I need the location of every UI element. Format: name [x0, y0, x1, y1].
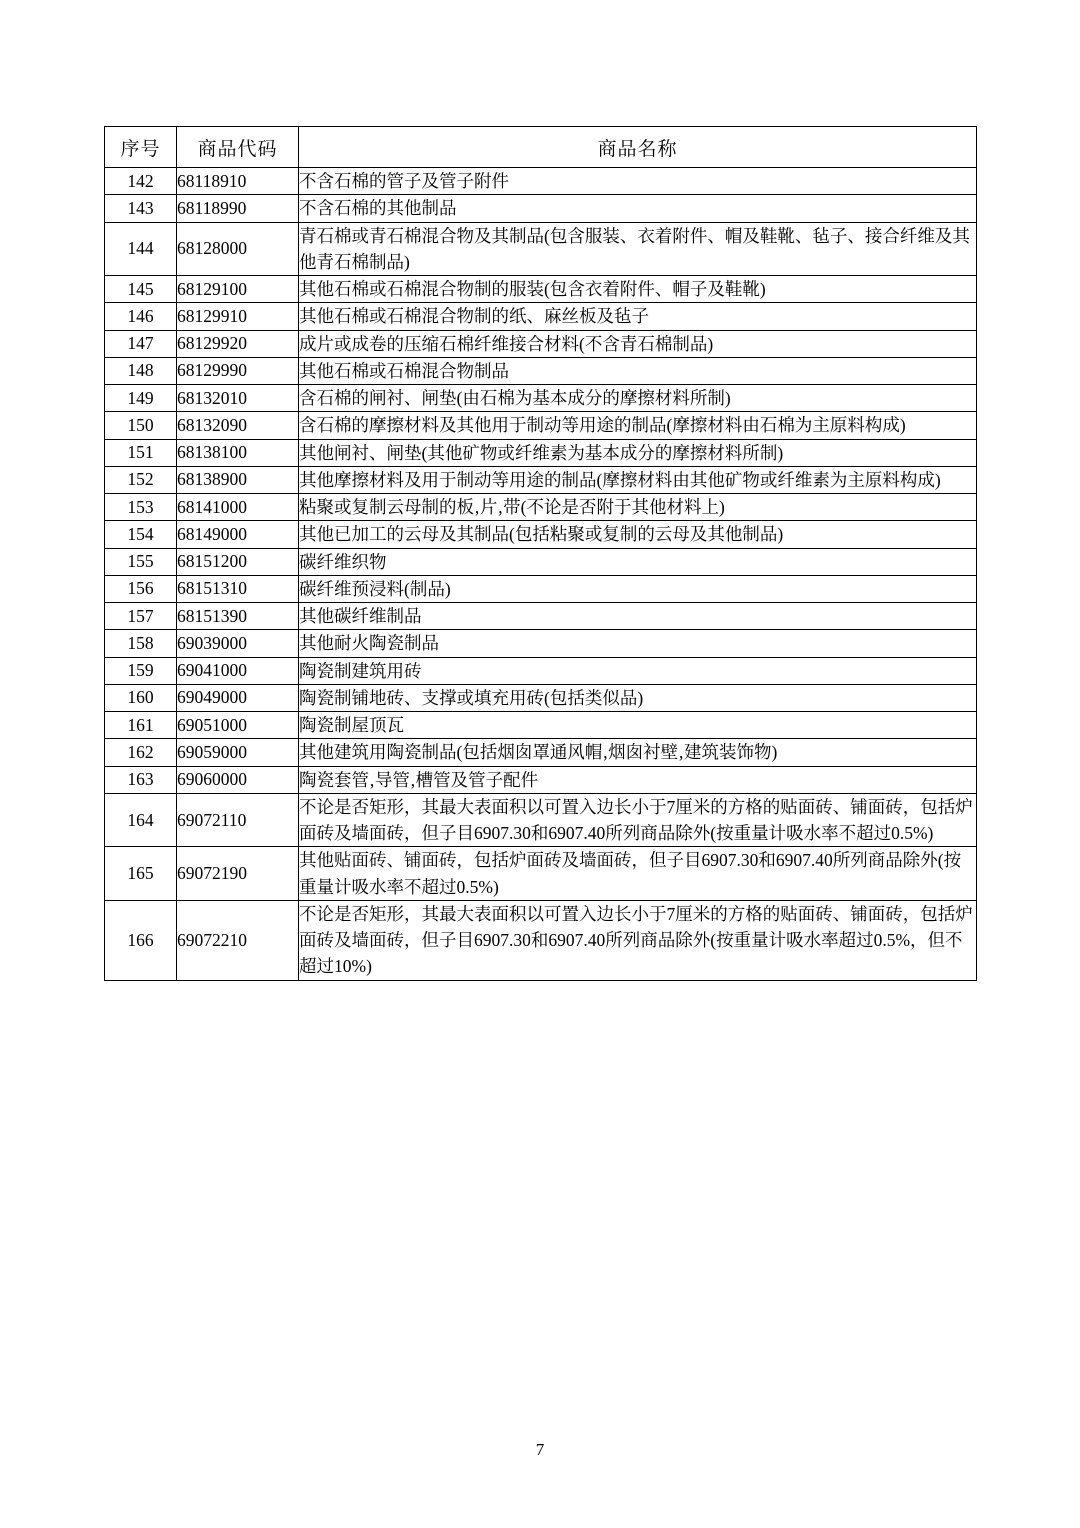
cell-name: 其他石棉或石棉混合物制的服装(包含衣着附件、帽子及鞋靴)	[299, 276, 977, 303]
cell-code: 68151390	[177, 603, 299, 630]
cell-seq: 158	[105, 630, 177, 657]
cell-seq: 157	[105, 603, 177, 630]
table-row	[105, 712, 977, 739]
cell-seq: 161	[105, 712, 177, 739]
cell-code: 68151310	[177, 575, 299, 602]
table-row	[105, 357, 977, 384]
cell-code: 68138100	[177, 439, 299, 466]
cell-code: 68132010	[177, 385, 299, 412]
cell-seq: 153	[105, 494, 177, 521]
cell-code: 69072190	[177, 847, 299, 901]
cell-name: 其他贴面砖、铺面砖，包括炉面砖及墙面砖，但子目6907.30和6907.40所列商品除外(按重量计吸水率不超过0.5%)	[299, 847, 977, 901]
cell-name: 碳纤维预浸料(制品)	[299, 575, 977, 602]
cell-code: 69051000	[177, 712, 299, 739]
goods-table	[104, 126, 977, 981]
cell-code: 69049000	[177, 684, 299, 711]
cell-name: 青石棉或青石棉混合物及其制品(包含服装、衣着附件、帽及鞋靴、毡子、接合纤维及其他青石棉制品)	[299, 222, 977, 276]
table-row	[105, 385, 977, 412]
cell-name: 其他碳纤维制品	[299, 603, 977, 630]
table-row	[105, 548, 977, 575]
cell-code: 69060000	[177, 766, 299, 793]
cell-code: 68129100	[177, 276, 299, 303]
cell-seq: 143	[105, 195, 177, 222]
cell-code: 68118990	[177, 195, 299, 222]
cell-name: 陶瓷套管‚导管‚槽管及管子配件	[299, 766, 977, 793]
cell-seq: 156	[105, 575, 177, 602]
cell-code: 68129920	[177, 330, 299, 357]
table-row	[105, 222, 977, 276]
cell-name: 其他已加工的云母及其制品(包括粘聚或复制的云母及其他制品)	[299, 521, 977, 548]
table-row	[105, 900, 977, 980]
cell-seq: 150	[105, 412, 177, 439]
cell-name: 成片或成卷的压缩石棉纤维接合材料(不含青石棉制品)	[299, 330, 977, 357]
cell-name: 其他耐火陶瓷制品	[299, 630, 977, 657]
cell-name: 陶瓷制屋顶瓦	[299, 712, 977, 739]
table-row	[105, 466, 977, 493]
cell-code: 69072110	[177, 793, 299, 847]
cell-code: 68118910	[177, 168, 299, 195]
cell-seq: 163	[105, 766, 177, 793]
cell-name: 不含石棉的管子及管子附件	[299, 168, 977, 195]
table-row	[105, 766, 977, 793]
cell-code: 69072210	[177, 900, 299, 980]
table-row	[105, 603, 977, 630]
cell-code: 68138900	[177, 466, 299, 493]
table-row	[105, 847, 977, 901]
column-header-seq: 序号	[105, 127, 177, 168]
cell-name: 陶瓷制建筑用砖	[299, 657, 977, 684]
cell-seq: 144	[105, 222, 177, 276]
cell-name: 陶瓷制铺地砖、支撑或填充用砖(包括类似品)	[299, 684, 977, 711]
table-row	[105, 684, 977, 711]
cell-seq: 165	[105, 847, 177, 901]
table-row	[105, 521, 977, 548]
cell-seq: 149	[105, 385, 177, 412]
cell-seq: 155	[105, 548, 177, 575]
table-body	[105, 168, 977, 981]
cell-name: 含石棉的摩擦材料及其他用于制动等用途的制品(摩擦材料由石棉为主原料构成)	[299, 412, 977, 439]
cell-code: 69041000	[177, 657, 299, 684]
cell-name: 其他建筑用陶瓷制品(包括烟囱罩通风帽‚烟囱衬壁‚建筑装饰物)	[299, 739, 977, 766]
table-row	[105, 575, 977, 602]
cell-seq: 147	[105, 330, 177, 357]
cell-name: 其他闸衬、闸垫(其他矿物或纤维素为基本成分的摩擦材料所制)	[299, 439, 977, 466]
cell-seq: 151	[105, 439, 177, 466]
page-number: 7	[535, 1440, 545, 1459]
table-row	[105, 330, 977, 357]
cell-seq: 166	[105, 900, 177, 980]
column-header-name: 商品名称	[299, 127, 977, 168]
cell-name: 其他石棉或石棉混合物制品	[299, 357, 977, 384]
cell-seq: 142	[105, 168, 177, 195]
cell-seq: 152	[105, 466, 177, 493]
table-header-row	[105, 127, 977, 168]
cell-seq: 159	[105, 657, 177, 684]
cell-name: 不论是否矩形，其最大表面积以可置入边长小于7厘米的方格的贴面砖、铺面砖，包括炉面砖及墙面砖，但子目6907.30和6907.40所列商品除外(按重量计吸水率超过0.5%，但不超过10%)	[299, 900, 977, 980]
cell-name: 其他石棉或石棉混合物制的纸、麻丝板及毡子	[299, 303, 977, 330]
cell-name: 含石棉的闸衬、闸垫(由石棉为基本成分的摩擦材料所制)	[299, 385, 977, 412]
cell-code: 68141000	[177, 494, 299, 521]
cell-code: 68151200	[177, 548, 299, 575]
table-row	[105, 276, 977, 303]
column-header-code: 商品代码	[177, 127, 299, 168]
cell-seq: 145	[105, 276, 177, 303]
cell-code: 68132090	[177, 412, 299, 439]
table-row	[105, 657, 977, 684]
cell-seq: 148	[105, 357, 177, 384]
cell-name: 不含石棉的其他制品	[299, 195, 977, 222]
table-row	[105, 195, 977, 222]
cell-code: 68149000	[177, 521, 299, 548]
table-row	[105, 793, 977, 847]
table-row	[105, 439, 977, 466]
table-header	[105, 127, 977, 168]
table-row	[105, 739, 977, 766]
cell-code: 68129990	[177, 357, 299, 384]
cell-code: 69039000	[177, 630, 299, 657]
cell-name: 不论是否矩形，其最大表面积以可置入边长小于7厘米的方格的贴面砖、铺面砖，包括炉面砖及墙面砖，但子目6907.30和6907.40所列商品除外(按重量计吸水率不超过0.5%)	[299, 793, 977, 847]
cell-code: 68128000	[177, 222, 299, 276]
table-row	[105, 168, 977, 195]
cell-seq: 164	[105, 793, 177, 847]
table-row	[105, 494, 977, 521]
cell-name: 碳纤维织物	[299, 548, 977, 575]
cell-code: 69059000	[177, 739, 299, 766]
cell-seq: 154	[105, 521, 177, 548]
cell-seq: 162	[105, 739, 177, 766]
cell-name: 其他摩擦材料及用于制动等用途的制品(摩擦材料由其他矿物或纤维素为主原料构成)	[299, 466, 977, 493]
table-row	[105, 412, 977, 439]
table-row	[105, 303, 977, 330]
cell-seq: 160	[105, 684, 177, 711]
cell-name: 粘聚或复制云母制的板‚片‚带(不论是否附于其他材料上)	[299, 494, 977, 521]
cell-code: 68129910	[177, 303, 299, 330]
table-row	[105, 630, 977, 657]
cell-seq: 146	[105, 303, 177, 330]
